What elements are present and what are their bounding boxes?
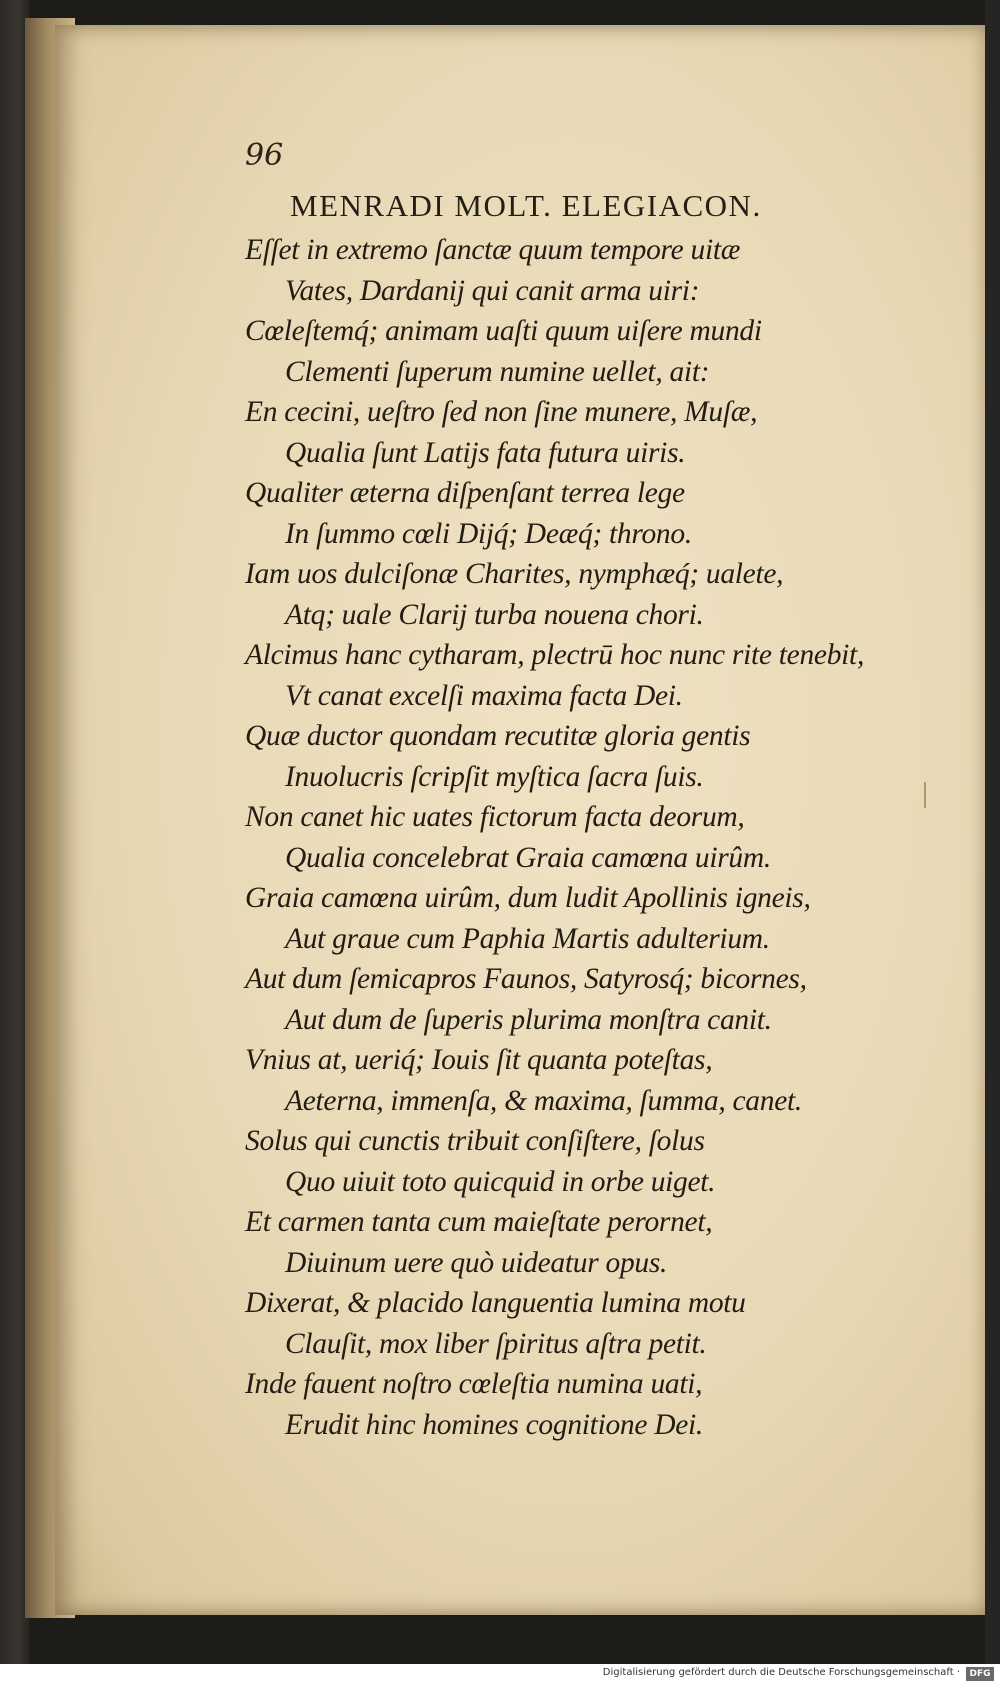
verse-line: Graia camœna uirûm, dum ludit Apollinis igneis, <box>245 882 811 914</box>
funding-credit: Digitalisierung gefördert durch die Deutsche Forschungsgemeinschaft · <box>602 1667 960 1678</box>
verse-line: Qualiter æterna diſpenſant terrea lege <box>245 477 685 509</box>
margin-mark <box>924 782 926 808</box>
verse-line: Et carmen tanta cum maieſtate perornet, <box>245 1206 713 1238</box>
verse-line: In ſummo cœli Dijq́; Deæq́; throno. <box>285 517 692 550</box>
verse-line: Qualia concelebrat Graia camœna uirûm. <box>285 841 771 874</box>
dfg-logo-icon: DFG <box>966 1667 994 1681</box>
verse-line: Eſſet in extremo ſanctæ quum tempore uitæ <box>245 234 741 266</box>
right-page-edge <box>985 0 1000 1664</box>
verse-line: Vates, Dardanij qui canit arma uiri: <box>285 274 700 307</box>
verse-line: Aut dum de ſuperis plurima monſtra canit. <box>285 1003 772 1036</box>
verse-line: Clauſit, mox liber ſpiritus aſtra petit. <box>285 1327 707 1360</box>
poem <box>245 230 945 1445</box>
verse-line: Vt canat excelſi maxima facta Dei. <box>285 679 683 712</box>
footer <box>0 1664 1000 1684</box>
verse-line: Quo uiuit toto quicquid in orbe uiget. <box>285 1165 716 1198</box>
verse-line: Clementi ſuperum numine uellet, ait: <box>285 355 710 388</box>
verse-line: Dixerat, & placido languentia lumina motu <box>245 1287 746 1319</box>
verse-line: Iam uos dulciſonæ Charites, nymphæq́; ualete, <box>245 558 784 590</box>
verse-line: Qualia ſunt Latijs fata futura uiris. <box>285 436 686 469</box>
verse-line: Aeterna, immenſa, & maxima, ſumma, canet. <box>285 1084 802 1117</box>
verse-line: Erudit hinc homines cognitione Dei. <box>285 1408 703 1441</box>
verse-line: Solus qui cunctis tribuit conſiſtere, ſolus <box>245 1125 705 1157</box>
verse-line: Diuinum uere quò uideatur opus. <box>285 1246 668 1279</box>
verse-line: Aut graue cum Paphia Martis adulterium. <box>285 922 770 955</box>
verse-line: Aut dum ſemicapros Faunos, Satyrosq́; bicornes, <box>245 963 807 995</box>
verse-line: Atq; uale Clarij turba nouena chori. <box>285 598 704 631</box>
page-number: 96 <box>245 138 284 173</box>
verse-line: Non canet hic uates fictorum facta deorum, <box>245 801 745 833</box>
verse-line: Alcimus hanc cytharam, plectrū hoc nunc rite tenebit, <box>245 639 865 671</box>
verse-line: Inuolucris ſcripſit myſtica ſacra ſuis. <box>285 760 704 793</box>
running-head: MENRADI MOLT. ELEGIACON. <box>290 188 762 223</box>
verse-line: En cecini, ueſtro ſed non ſine munere, Muſæ, <box>245 396 758 428</box>
verse-line: Inde fauent noſtro cœleſtia numina uati, <box>245 1368 703 1400</box>
verse-line: Vnius at, ueriq́; Iouis ſit quanta poteſtas, <box>245 1044 713 1076</box>
verse-line: Cœleſtemq́; animam uaſti quum uiſere mundi <box>245 315 762 347</box>
verse-line: Quæ ductor quondam recutitæ gloria gentis <box>245 720 751 752</box>
